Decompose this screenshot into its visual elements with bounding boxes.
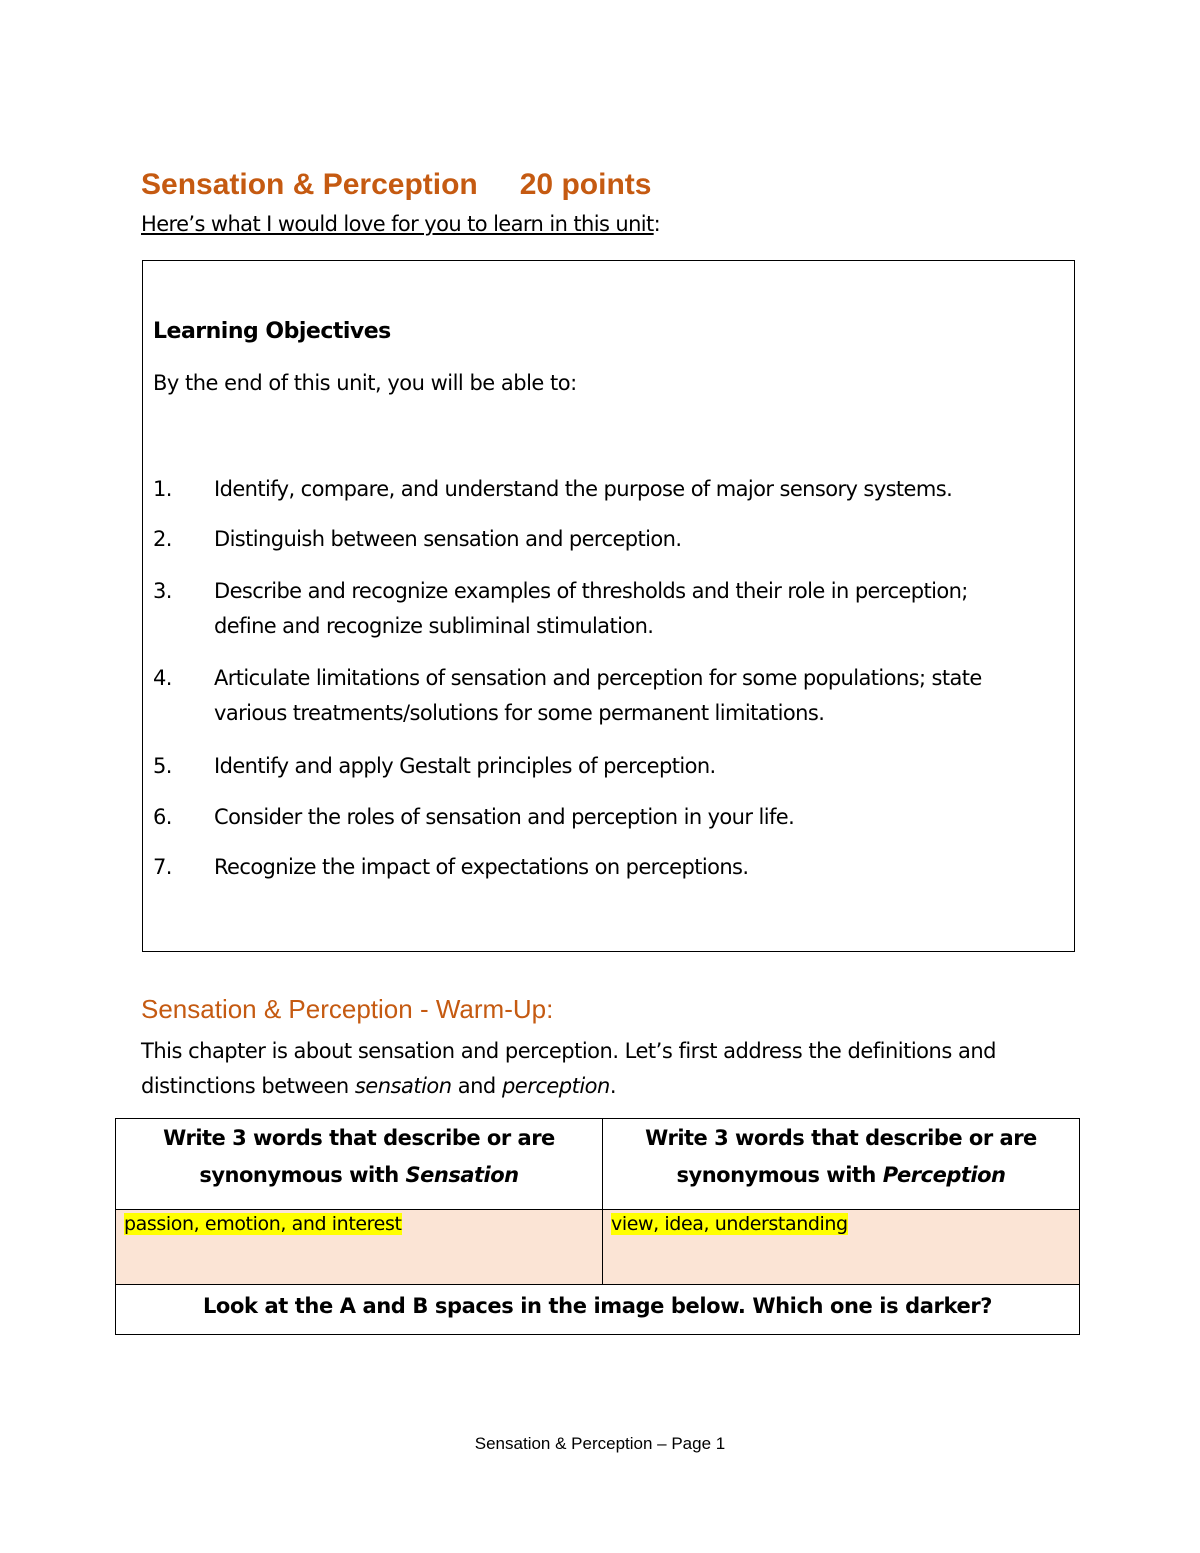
objective-text: Recognize the impact of expectations on perceptions.: [214, 855, 749, 879]
header-line: synonymous with: [676, 1163, 883, 1187]
subtitle: [141, 212, 660, 236]
paragraph-end: .: [609, 1074, 617, 1098]
header-line: Write 3 words that describe or are: [645, 1126, 1037, 1150]
header-line: synonymous with: [199, 1163, 406, 1187]
header-line: Write 3 words that describe or are: [163, 1126, 555, 1150]
objectives-intro: By the end of this unit, you will be able to:: [153, 371, 577, 395]
objective-number: 5.: [153, 754, 172, 778]
header-term: Sensation: [405, 1163, 519, 1187]
answer-cell-perception[interactable]: [603, 1210, 1080, 1285]
objectives-heading: Learning Objectives: [153, 319, 391, 344]
objective-text: Articulate limitations of sensation and perception for some populations; state various treatments/solutions for some permanent limitations.: [214, 666, 982, 725]
answer-sensation: passion, emotion, and interest: [124, 1213, 402, 1235]
learning-objectives-box: [142, 260, 1075, 952]
paragraph-and: and: [451, 1074, 502, 1098]
objective-number: 3.: [153, 579, 172, 603]
points-label: 20 points: [519, 168, 652, 201]
header-cell-perception: [603, 1119, 1080, 1210]
objective-number: 6.: [153, 805, 172, 829]
page-footer: Sensation & Perception – Page 1: [474, 1434, 726, 1453]
table-header-row: [116, 1119, 1080, 1210]
table-answer-row: [116, 1210, 1080, 1285]
paragraph-text: This chapter is about sensation and perception. Let’s first address the definitions and distinctions between: [141, 1039, 996, 1098]
term-sensation: sensation: [354, 1074, 452, 1098]
table-question-row: [116, 1285, 1080, 1335]
objective-text: Distinguish between sensation and perception.: [214, 527, 682, 551]
objective-number: 7.: [153, 855, 172, 879]
objective-number: 1.: [153, 477, 172, 501]
objective-number: 4.: [153, 666, 172, 690]
objective-number: 2.: [153, 527, 172, 551]
header-term: Perception: [882, 1163, 1006, 1187]
warmup-paragraph: [141, 1034, 1081, 1104]
warmup-table: [115, 1118, 1080, 1335]
objective-text: Identify and apply Gestalt principles of perception.: [214, 754, 716, 778]
term-perception: perception: [501, 1074, 610, 1098]
subtitle-text: Here’s what I would love for you to learn in this unit: [141, 212, 654, 236]
objective-text: Identify, compare, and understand the purpose of major sensory systems.: [214, 477, 953, 501]
objective-text: Consider the roles of sensation and perception in your life.: [214, 805, 795, 829]
page-title: [141, 168, 651, 202]
warmup-heading: Sensation & Perception - Warm-Up:: [141, 994, 554, 1024]
subtitle-colon: :: [653, 212, 661, 236]
answer-perception: view, idea, understanding: [611, 1213, 848, 1235]
question-cell: Look at the A and B spaces in the image below. Which one is darker?: [116, 1285, 1080, 1335]
title-text: Sensation & Perception: [141, 168, 478, 201]
header-cell-sensation: [116, 1119, 603, 1210]
objective-text: Describe and recognize examples of thresholds and their role in perception; define and recognize subliminal stimulation.: [214, 579, 968, 638]
answer-cell-sensation[interactable]: [116, 1210, 603, 1285]
